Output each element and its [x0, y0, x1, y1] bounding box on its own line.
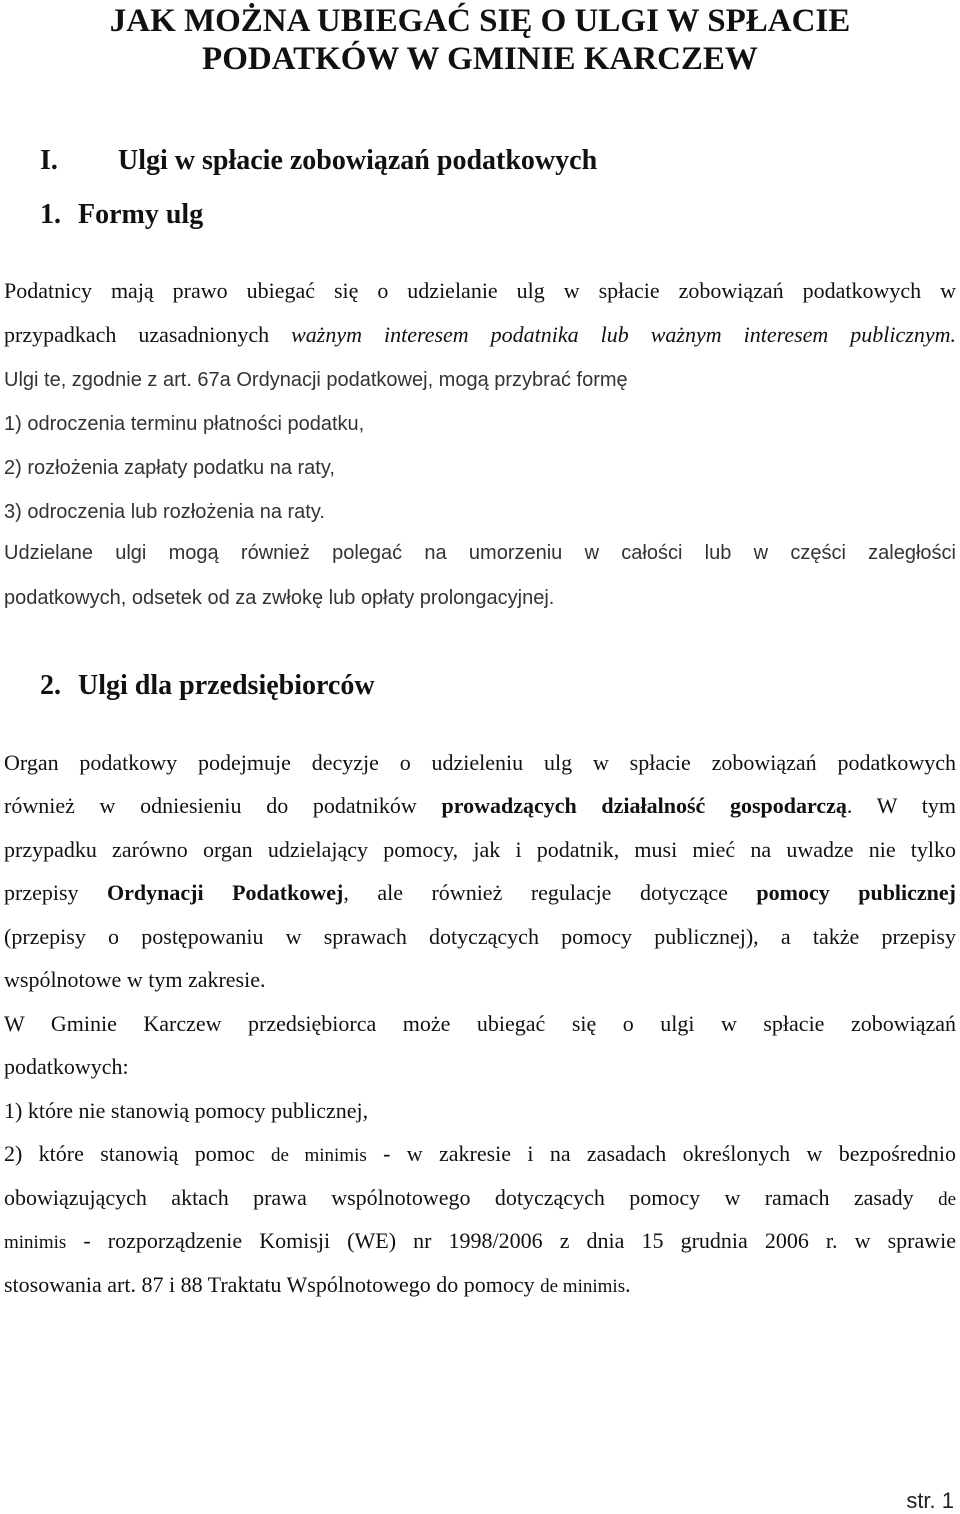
s2-line-5-c: . [625, 1272, 631, 1297]
para1-line-2-text: przypadkach uzasadnionych [4, 322, 292, 347]
s2-p1-line-4-a: przepisy [4, 880, 108, 905]
s2-p1-line-4-bold-1: Ordynacji Podatkowej [107, 880, 344, 905]
page-number: str. 1 [906, 1488, 954, 1513]
s2-p1-line-1: Organ podatkowy podejmuje decyzje o udzieleniu ulg w spłacie zobowiązań podatkowych [4, 750, 956, 775]
subsection-2-heading-text: Ulgi dla przedsiębiorców [78, 670, 375, 701]
list-item-3: 3) odroczenia lub rozłożenia na raty. [4, 501, 325, 523]
s2-p1-line-5: (przepisy o postępowaniu w sprawach dotyczących pomocy publicznej), a także przepisy [4, 924, 956, 949]
document-title [0, 0, 960, 78]
s2-line-3-a: obowiązujących aktach prawa wspólnotowego dotyczących pomocy w ramach zasady [4, 1185, 939, 1210]
s2-p1-line-2-bold: prowadzących działalność gospodarczą [441, 793, 847, 818]
s2-line-3-de: de [938, 1189, 956, 1210]
s2-line-5-a: stosowania art. 87 i 88 Traktatu Wspólnotowego do pomocy [4, 1272, 541, 1297]
s2-p1-line-4-bold-2: pomocy publicznej [756, 880, 957, 905]
para2-line-1: Udzielane ulgi mogą również polegać na umorzeniu w całości lub w części zaległości [4, 542, 956, 564]
s2-line-4 [4, 1219, 956, 1265]
s2-p2-line-2: podatkowych: [4, 1054, 129, 1079]
section-1-number: I. [40, 145, 58, 176]
para1-line-2 [4, 313, 956, 357]
para1-line-2-italic: ważnym interesem podatnika lub ważnym interesem publicznym. [291, 322, 956, 347]
para1-line-3-rest: 67a Ordynacji podatkowej, mogą przybrać formę [191, 369, 628, 391]
s2-line-3 [4, 1176, 956, 1222]
title-line-2: PODATKÓW W GMINIE KARCZEW [202, 41, 758, 77]
para1-line-1: Podatnicy mają prawo ubiegać się o udzielanie ulg w spłacie zobowiązań podatkowych w [4, 278, 956, 303]
s2-p1-line-4 [4, 871, 956, 915]
list-item-1: 1) odroczenia terminu płatności podatku, [4, 413, 365, 435]
s2-item-1: 1) które nie stanowią pomocy publicznej, [4, 1098, 369, 1123]
para2-line-2: podatkowych, odsetek od za zwłokę lub opłaty prolongacyjnej. [4, 587, 555, 609]
s2-p1-line-2 [4, 784, 956, 828]
s2-p1-line-6: wspólnotowe w tym zakresie. [4, 967, 266, 992]
s2-item-2-a: 2) które stanowią pomoc [4, 1141, 271, 1166]
s2-item-2 [4, 1132, 956, 1178]
s2-line-5 [4, 1263, 956, 1309]
section-1-heading-text: Ulgi w spłacie zobowiązań podatkowych [118, 145, 598, 176]
s2-p1-line-2-c: . W tym [846, 793, 956, 818]
para1-line-3 [4, 357, 956, 402]
subsection-1-heading-text: Formy ulg [78, 199, 204, 230]
s2-item-2-de-minimis: de minimis [270, 1145, 367, 1166]
s2-line-4-b: - rozporządzenie Komisji (WE) nr 1998/2006 z dnia 15 grudnia 2006 r. w sprawie [66, 1228, 956, 1253]
s2-line-4-minimis: minimis [4, 1232, 67, 1253]
s2-line-5-de-minimis: de minimis [540, 1276, 626, 1297]
para1-line-3-sans: Ulgi te, zgodnie z art. [4, 369, 192, 391]
s2-p1-line-2-a: również w odniesieniu do podatników [4, 793, 442, 818]
subsection-2-number: 2. [40, 670, 61, 701]
list-item-2: 2) rozłożenia zapłaty podatku na raty, [4, 457, 335, 479]
title-line-1: JAK MOŻNA UBIEGAĆ SIĘ O ULGI W SPŁACIE [109, 3, 851, 39]
subsection-2-heading [40, 666, 375, 706]
s2-p2-line-1: W Gminie Karczew przedsiębiorca może ubiegać się o ulgi w spłacie zobowiązań [4, 1011, 956, 1036]
s2-item-2-c: - w zakresie i na zasadach określonych w bezpośrednio [366, 1141, 957, 1166]
section-1-heading [40, 141, 597, 181]
subsection-1-number: 1. [40, 199, 61, 230]
subsection-1-heading [40, 195, 203, 235]
s2-p1-line-3: przypadku zarówno organ udzielający pomocy, jak i podatnik, musi mieć na uwadze nie tylko [4, 837, 956, 862]
s2-p1-line-4-c: , ale również regulacje dotyczące [343, 880, 757, 905]
